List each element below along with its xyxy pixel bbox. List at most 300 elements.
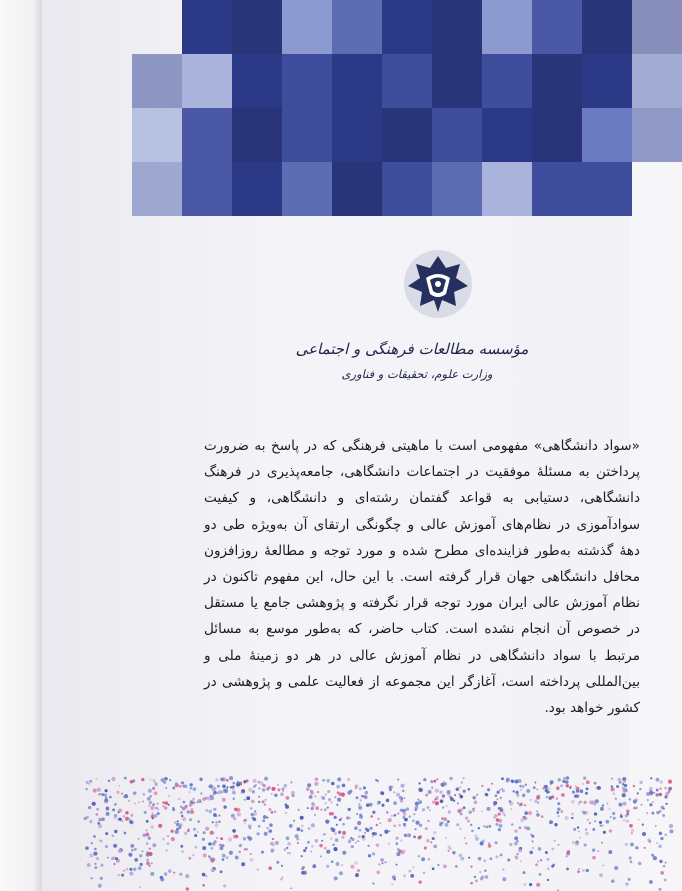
- pattern-dot: [419, 824, 422, 827]
- pattern-dot: [553, 840, 556, 843]
- pattern-dot: [400, 784, 404, 788]
- pattern-dot: [112, 809, 115, 812]
- pattern-dot: [540, 859, 542, 861]
- pattern-dot: [659, 810, 662, 813]
- pattern-dot: [144, 811, 147, 814]
- pattern-dot: [129, 872, 133, 876]
- pattern-dot: [146, 853, 150, 857]
- pattern-dot: [536, 795, 540, 799]
- pattern-dot: [562, 780, 564, 782]
- pattern-dot: [462, 777, 464, 779]
- pattern-dot: [366, 803, 370, 807]
- pattern-dot: [244, 823, 246, 825]
- pattern-dot: [660, 837, 663, 840]
- pattern-dot: [524, 883, 526, 885]
- pattern-dot: [589, 822, 591, 824]
- pattern-dot: [151, 812, 153, 814]
- pattern-dot: [488, 825, 491, 828]
- pattern-dot: [124, 777, 127, 780]
- pattern-dot: [118, 785, 120, 787]
- pattern-dot: [162, 805, 164, 807]
- pattern-dot: [191, 808, 194, 811]
- pattern-dot: [95, 813, 98, 816]
- pattern-dot: [426, 806, 429, 809]
- mosaic-tile: [232, 108, 282, 162]
- pattern-dot: [217, 792, 219, 794]
- pattern-dot: [522, 785, 525, 788]
- pattern-dot: [622, 793, 626, 797]
- pattern-dot: [253, 779, 257, 783]
- pattern-dot: [212, 794, 214, 796]
- pattern-dot: [536, 813, 540, 817]
- pattern-dot: [500, 853, 503, 856]
- pattern-dot: [314, 814, 316, 816]
- pattern-dot: [495, 841, 498, 844]
- pattern-dot: [179, 873, 182, 876]
- pattern-dot: [460, 857, 464, 861]
- pattern-dot: [232, 782, 235, 785]
- pattern-dot: [655, 825, 657, 827]
- pattern-dot: [476, 794, 478, 796]
- mosaic-tile: [182, 54, 232, 108]
- pattern-dot: [626, 819, 630, 823]
- pattern-dot: [275, 841, 279, 845]
- mosaic-tile: [182, 108, 232, 162]
- pattern-dot: [202, 846, 206, 850]
- pattern-dot: [357, 869, 360, 872]
- pattern-dot: [354, 861, 358, 865]
- pattern-dot: [324, 847, 327, 850]
- pattern-dot: [114, 803, 116, 805]
- pattern-dot: [461, 781, 463, 783]
- pattern-dot: [282, 790, 284, 792]
- mosaic-tile: [432, 54, 482, 108]
- pattern-dot: [215, 778, 218, 781]
- pattern-dot: [300, 816, 304, 820]
- pattern-dot: [412, 819, 415, 822]
- pattern-dot: [426, 839, 429, 842]
- pattern-dot: [211, 868, 215, 872]
- pattern-dot: [506, 778, 510, 782]
- pattern-dot: [333, 847, 337, 851]
- pattern-dot: [146, 829, 148, 831]
- pattern-dot: [602, 865, 604, 867]
- pattern-dot: [315, 796, 317, 798]
- pattern-dot: [185, 874, 189, 878]
- pattern-dot: [203, 853, 207, 857]
- pattern-dot: [133, 791, 136, 794]
- mosaic-tile: [182, 162, 232, 216]
- pattern-dot: [485, 793, 488, 796]
- pattern-dot: [283, 784, 287, 788]
- pattern-dot: [463, 790, 466, 793]
- pattern-dot: [274, 811, 276, 813]
- pattern-dot: [138, 801, 140, 803]
- pattern-dot: [205, 875, 207, 877]
- pattern-dot: [298, 809, 300, 811]
- pattern-dot: [291, 791, 295, 795]
- pattern-dot: [226, 786, 228, 788]
- pattern-dot: [154, 791, 158, 795]
- pattern-dot: [524, 811, 528, 815]
- pattern-dot: [125, 817, 129, 821]
- pattern-dot: [511, 823, 514, 826]
- pattern-dot: [526, 789, 530, 793]
- pattern-dot: [395, 837, 398, 840]
- pattern-dot: [398, 824, 401, 827]
- pattern-dot: [142, 800, 144, 802]
- pattern-dot: [612, 812, 615, 815]
- pattern-dot: [660, 780, 663, 783]
- pattern-dot: [134, 848, 137, 851]
- pattern-dot: [547, 867, 550, 870]
- pattern-dot: [218, 790, 222, 794]
- pattern-dot: [442, 806, 444, 808]
- pattern-dot: [520, 860, 522, 862]
- mosaic-tile: [632, 54, 682, 108]
- pattern-dot: [658, 845, 661, 848]
- pattern-dot: [652, 801, 654, 803]
- pattern-dot: [286, 847, 288, 849]
- pattern-dot: [585, 832, 589, 836]
- pattern-dot: [125, 811, 128, 814]
- pattern-dot: [478, 857, 482, 861]
- pattern-dot: [161, 778, 165, 782]
- pattern-dot: [622, 789, 626, 793]
- pattern-dot: [629, 824, 633, 828]
- pattern-dot: [668, 787, 672, 791]
- pattern-dot: [435, 789, 439, 793]
- pattern-dot: [624, 784, 627, 787]
- pattern-dot: [425, 827, 428, 830]
- pattern-dot: [248, 824, 252, 828]
- pattern-dot: [174, 822, 176, 824]
- pattern-dot: [180, 845, 183, 848]
- pattern-dot: [459, 854, 462, 857]
- pattern-dot: [415, 821, 419, 825]
- pattern-dot: [565, 816, 569, 820]
- pattern-dot: [202, 797, 206, 801]
- pattern-dot: [234, 808, 237, 811]
- pattern-dot: [433, 780, 436, 783]
- pattern-dot: [347, 778, 350, 781]
- pattern-dot: [630, 842, 634, 846]
- pattern-dot: [302, 866, 305, 869]
- pattern-dot: [258, 796, 260, 798]
- pattern-dot: [272, 838, 274, 840]
- pattern-dot: [148, 804, 151, 807]
- pattern-dot: [376, 824, 378, 826]
- pattern-dot: [152, 817, 154, 819]
- pattern-dot: [324, 833, 326, 835]
- pattern-dot: [447, 820, 450, 823]
- pattern-dot: [188, 791, 190, 793]
- pattern-dot: [362, 835, 365, 838]
- mosaic-tile: [332, 0, 382, 54]
- pattern-dot: [463, 806, 466, 809]
- pattern-dot: [448, 850, 450, 852]
- pattern-dot: [130, 814, 133, 817]
- pattern-dot: [116, 791, 119, 794]
- pattern-dot: [113, 863, 115, 865]
- pattern-dot: [456, 787, 460, 791]
- pattern-dot: [149, 865, 151, 867]
- pattern-dot: [510, 808, 512, 810]
- pattern-dot: [312, 864, 316, 868]
- pattern-dot: [380, 858, 384, 862]
- pattern-dot: [109, 796, 112, 799]
- pattern-dot: [428, 790, 432, 794]
- blurb-paragraph: «سواد دانشگاهی» مفهومی است با ماهیتی فرهنگی که در پاسخ به ضرورت پرداختن به مسئلهٔ موفقیت در اجتماعات دانشگاهی، جامعه‌پذیری در فرهنگ دانشگاهی، دستیابی به قواعد گفتمان رشته‌ای و دانشگاهی، و کیفیت سوادآموزی در نظام‌های آموزش عالی و چگونگی ارتقای آن به‌ویژه طی دو دههٔ گذشته به‌طور فزاینده‌ای مطرح شده و مورد توجه و مطالعهٔ روزافزون محافل دانشگاهی جهان قرار گرفته است. با این حال، این مفهوم تاکنون در نظام آموزش عالی ایران مورد توجه قرار نگرفته و پژوهشی جامع یا مستقل در خصوص آن انجام نشده است. کتاب حاضر، که به‌طور موسع به مسائل مرتبط با سواد دانشگاهی در نظام آموزش عالی در هر دو زمینهٔ ملی و بین‌المللی پرداخته است، آغازگر این مجموعه از فعالیت علمی و پژوهشی در کشور خواهد بود.: [204, 438, 640, 717]
- mosaic-tile: [582, 162, 632, 216]
- pattern-dot: [130, 820, 134, 824]
- pattern-dot: [320, 855, 322, 857]
- pattern-dot: [327, 790, 330, 793]
- pattern-dot: [649, 787, 653, 791]
- pattern-dot: [481, 785, 483, 787]
- pattern-dot: [237, 812, 241, 816]
- pattern-dot: [334, 796, 336, 798]
- pattern-dot: [625, 843, 628, 846]
- pattern-dot: [649, 803, 652, 806]
- pattern-dot: [631, 832, 633, 834]
- pattern-dot: [530, 834, 532, 836]
- pattern-dot: [384, 830, 388, 834]
- pattern-dot: [576, 790, 579, 793]
- pattern-dot: [246, 796, 250, 800]
- pattern-dot: [638, 862, 642, 866]
- pattern-dot: [432, 801, 435, 804]
- pattern-dot: [419, 880, 422, 883]
- pattern-dot: [326, 779, 330, 783]
- pattern-dot: [210, 859, 214, 863]
- pattern-dot: [479, 871, 481, 873]
- pattern-dot: [401, 798, 403, 800]
- pattern-dot: [618, 803, 622, 807]
- pattern-dot: [403, 813, 406, 816]
- pattern-dot: [573, 828, 576, 831]
- pattern-dot: [435, 796, 439, 800]
- pattern-dot: [381, 804, 384, 807]
- pattern-dot: [557, 808, 560, 811]
- pattern-dot: [321, 840, 323, 842]
- pattern-dot: [639, 788, 642, 791]
- pattern-dot: [582, 869, 585, 872]
- pattern-dot: [157, 812, 160, 815]
- pattern-dot: [115, 857, 118, 860]
- pattern-dot: [478, 827, 480, 829]
- pattern-dot: [561, 793, 564, 796]
- pattern-dot: [585, 828, 587, 830]
- pattern-dot: [582, 783, 584, 785]
- pattern-dot: [177, 820, 179, 822]
- pattern-dot: [446, 805, 448, 807]
- pattern-dot: [650, 791, 654, 795]
- pattern-dot: [336, 804, 338, 806]
- pattern-dot: [664, 787, 667, 790]
- pattern-dot: [404, 818, 408, 822]
- pattern-dot: [350, 865, 354, 869]
- pattern-dot: [586, 787, 589, 790]
- pattern-dot: [247, 836, 250, 839]
- pattern-dot: [498, 819, 502, 823]
- pattern-dot: [525, 784, 527, 786]
- pattern-dot: [490, 857, 493, 860]
- pattern-dot: [380, 791, 383, 794]
- pattern-dot: [220, 778, 224, 782]
- pattern-dot: [355, 873, 359, 877]
- pattern-dot: [354, 826, 358, 830]
- pattern-dot: [465, 816, 468, 819]
- pattern-dot: [668, 780, 672, 784]
- pattern-dot: [98, 794, 100, 796]
- mosaic-tile: [582, 0, 632, 54]
- pattern-dot: [223, 805, 226, 808]
- pattern-dot: [308, 827, 311, 830]
- pattern-dot: [342, 851, 346, 855]
- pattern-dot: [213, 791, 217, 795]
- pattern-dot: [347, 808, 350, 811]
- pattern-dot: [326, 865, 329, 868]
- pattern-dot: [326, 850, 330, 854]
- pattern-dot: [243, 780, 246, 783]
- pattern-dot: [644, 847, 646, 849]
- pattern-dot: [592, 828, 595, 831]
- pattern-dot: [419, 835, 422, 838]
- pattern-dot: [322, 779, 325, 782]
- pattern-dot: [499, 789, 501, 791]
- pattern-dot: [386, 811, 389, 814]
- pattern-dot: [403, 823, 406, 826]
- pattern-dot: [610, 816, 612, 818]
- mosaic-tile: [282, 54, 332, 108]
- pattern-dot: [415, 828, 417, 830]
- pattern-dot: [440, 799, 444, 803]
- pattern-dot: [307, 783, 311, 787]
- mosaic-tile: [532, 108, 582, 162]
- pattern-dot: [146, 861, 150, 865]
- pattern-dot: [388, 830, 390, 832]
- pattern-dot: [142, 793, 145, 796]
- pixelated-cover-image: [132, 0, 672, 215]
- pattern-dot: [646, 812, 648, 814]
- pattern-dot: [295, 834, 299, 838]
- mosaic-tile: [432, 0, 482, 54]
- pattern-dot: [336, 862, 340, 866]
- pattern-dot: [423, 778, 426, 781]
- mosaic-tile: [482, 0, 532, 54]
- pattern-dot: [232, 786, 235, 789]
- pattern-dot: [583, 811, 587, 815]
- pattern-dot: [285, 796, 289, 800]
- pattern-dot: [547, 858, 550, 861]
- pattern-dot: [310, 791, 314, 795]
- pattern-dot: [324, 802, 326, 804]
- pattern-dot: [549, 820, 553, 824]
- pattern-dot: [668, 790, 671, 793]
- pattern-dot: [550, 780, 554, 784]
- pattern-dot: [514, 836, 518, 840]
- decorative-dot-pattern: [84, 778, 672, 891]
- pattern-dot: [669, 829, 673, 833]
- pattern-dot: [197, 831, 199, 833]
- pattern-dot: [126, 868, 128, 870]
- pattern-dot: [359, 829, 362, 832]
- pattern-dot: [391, 883, 393, 885]
- pattern-dot: [216, 837, 218, 839]
- pattern-dot: [560, 784, 563, 787]
- pattern-dot: [301, 824, 304, 827]
- pattern-dot: [646, 792, 650, 796]
- pattern-dot: [594, 782, 597, 785]
- pattern-dot: [233, 798, 235, 800]
- mosaic-tile: [132, 54, 182, 108]
- pattern-dot: [186, 887, 189, 890]
- publisher-name: مؤسسه مطالعات فرهنگی و اجتماعی: [295, 340, 529, 358]
- pattern-dot: [496, 823, 499, 826]
- mosaic-tile: [232, 0, 282, 54]
- pattern-dot: [151, 862, 153, 864]
- pattern-dot: [305, 847, 307, 849]
- pattern-dot: [487, 788, 490, 791]
- pattern-dot: [118, 874, 121, 877]
- pattern-dot: [264, 803, 266, 805]
- pattern-dot: [586, 869, 589, 872]
- pattern-dot: [285, 812, 287, 814]
- mosaic-tile: [482, 54, 532, 108]
- pattern-dot: [139, 854, 142, 857]
- pattern-dot: [565, 780, 568, 783]
- pattern-dot: [609, 829, 612, 832]
- pattern-dot: [301, 855, 303, 857]
- pattern-dot: [427, 820, 429, 822]
- pattern-dot: [328, 798, 331, 801]
- pattern-dot: [364, 832, 366, 834]
- pattern-dot: [413, 813, 415, 815]
- pattern-dot: [656, 789, 659, 792]
- pattern-dot: [287, 852, 289, 854]
- pattern-dot: [454, 794, 456, 796]
- pattern-dot: [200, 792, 202, 794]
- pattern-dot: [164, 872, 167, 875]
- mosaic-tile: [432, 108, 482, 162]
- pattern-dot: [193, 787, 197, 791]
- pattern-dot: [396, 793, 400, 797]
- pattern-dot: [149, 848, 151, 850]
- pattern-dot: [425, 794, 428, 797]
- pattern-dot: [240, 792, 242, 794]
- pattern-dot: [268, 866, 272, 870]
- pattern-dot: [287, 842, 291, 846]
- pattern-dot: [89, 783, 91, 785]
- pattern-dot: [194, 834, 197, 837]
- pattern-dot: [147, 797, 151, 801]
- pattern-dot: [575, 842, 579, 846]
- pattern-dot: [502, 868, 504, 870]
- pattern-dot: [160, 877, 164, 881]
- pattern-dot: [520, 818, 524, 822]
- pattern-dot: [208, 842, 211, 845]
- pattern-dot: [332, 844, 334, 846]
- pattern-dot: [243, 837, 246, 840]
- pattern-dot: [226, 856, 229, 859]
- pattern-dot: [649, 880, 653, 884]
- pattern-dot: [457, 802, 459, 804]
- mosaic-tile: [632, 108, 682, 162]
- pattern-dot: [182, 807, 186, 811]
- pattern-dot: [231, 814, 235, 818]
- pattern-dot: [376, 844, 379, 847]
